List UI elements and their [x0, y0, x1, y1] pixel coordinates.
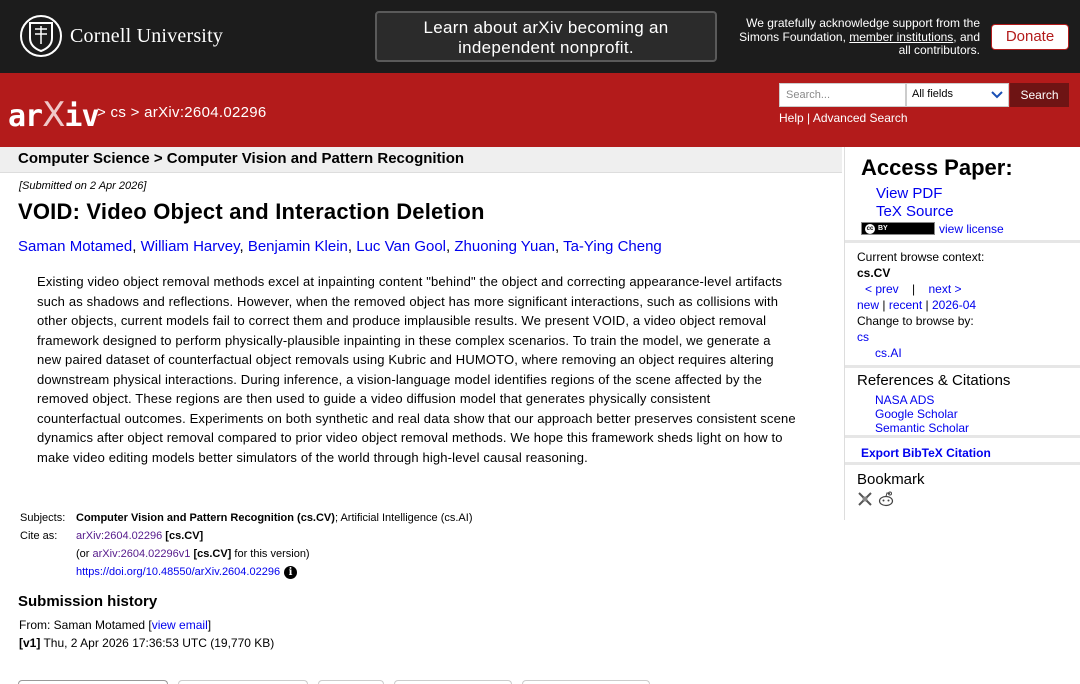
subjects-label: Subjects: — [20, 512, 66, 524]
export-bibtex-link[interactable]: Export BibTeX Citation — [861, 446, 991, 460]
arxiv-header — [0, 73, 1080, 147]
view-license-link[interactable]: view license — [939, 222, 1004, 236]
advanced-search-link[interactable]: Advanced Search — [812, 111, 908, 125]
header-breadcrumb — [97, 104, 267, 121]
cc-icon: cc — [866, 225, 874, 232]
donate-button[interactable]: Donate — [991, 24, 1069, 50]
version-id-link[interactable]: arXiv:2604.02296v1 — [92, 548, 191, 560]
acknowledgement — [727, 17, 980, 58]
references-title: References & Citations — [857, 372, 1011, 389]
right-sidebar — [844, 147, 1080, 520]
list-separator: | — [882, 298, 886, 312]
chevron-down-icon — [990, 88, 1004, 105]
author-link[interactable]: Luc Van Gool — [356, 238, 447, 255]
version-details: Thu, 2 Apr 2026 17:36:53 UTC (19,770 KB) — [40, 636, 275, 650]
crumb-separator: > — [130, 104, 140, 121]
bottom-tab[interactable] — [522, 680, 650, 684]
browse-cs-link[interactable]: cs — [857, 330, 869, 344]
cite-row — [20, 527, 473, 545]
search-button[interactable]: Search — [1010, 83, 1069, 107]
references-panel — [845, 368, 1080, 438]
help-separator: | — [807, 111, 811, 125]
nasa-ads-link[interactable]: NASA ADS — [875, 393, 935, 407]
list-separator: | — [925, 298, 929, 312]
bottom-tab[interactable] — [394, 680, 512, 684]
bottom-tab[interactable] — [318, 680, 384, 684]
arxiv-logo-iv: iv — [64, 99, 99, 134]
subjects-row — [20, 509, 473, 527]
doi-value — [76, 563, 297, 581]
browse-csai-link[interactable]: cs.AI — [875, 346, 902, 360]
paper-metadata — [20, 509, 473, 581]
ack-prefix: We gratefully acknowledge support from the Simons Foundation, — [739, 16, 980, 44]
bibtex-panel — [845, 441, 1080, 465]
nav-separator: | — [912, 282, 916, 296]
view-email-link[interactable]: view email — [151, 618, 208, 632]
from-close: ] — [207, 618, 212, 632]
cornell-name: Cornell University — [70, 24, 224, 47]
author-link[interactable]: Saman Motamed — [18, 238, 133, 255]
author-list: Saman Motamed, William Harvey, Benjamin Klein, Luc Van Gool, Zhuoning Yuan, Ta-Ying Cheng — [18, 238, 662, 255]
cite-label: Cite as: — [20, 530, 58, 542]
doi-link[interactable]: https://doi.org/10.48550/arXiv.2604.02296 — [76, 566, 281, 578]
help-links — [779, 111, 908, 125]
change-browse-label: Change to browse by: — [857, 314, 974, 328]
submission-history — [19, 616, 274, 652]
arxiv-logo-x: X — [42, 95, 65, 135]
recent-link[interactable]: recent — [888, 298, 923, 312]
browse-nav — [857, 281, 1080, 297]
arxiv-logo-ar: ar — [8, 99, 43, 134]
bottom-tab[interactable] — [178, 680, 308, 684]
version-suffix: for this version) — [234, 548, 310, 560]
cornell-logo[interactable] — [20, 15, 223, 57]
submitter-line — [19, 616, 274, 634]
version-prefix: (or — [76, 548, 90, 560]
crumb-paper-id: arXiv:2604.02296 — [144, 104, 267, 121]
browse-context-value: cs.CV — [857, 266, 891, 280]
tex-source-link[interactable]: TeX Source — [876, 203, 954, 220]
author-link[interactable]: Benjamin Klein — [247, 238, 348, 255]
other-subjects: ; Artificial Intelligence (cs.AI) — [334, 512, 473, 524]
help-link[interactable]: Help — [779, 111, 804, 125]
cite-value — [76, 527, 203, 545]
access-paper-title: Access Paper: — [861, 155, 1013, 180]
abstract: Existing video object removal methods excel at inpainting content "behind" the object and correcting appearance-level artifacts such as shadows and reflections. However, when the removed object has more significant interactions, such as collisions with other objects, current models fail to correct them and produce implausible results. We present VOID, a video object removal framework designed to perform physically-plausible inpainting in these complex scenarios. To train the model, we generate a new paired dataset of counterfactual object removals using Kubric and HUMOTO, where removing an object requires altering downstream physical interactions. During inference, a vision-language model identifies regions of the scene affected by the removed object. These regions are then used to guide a video diffusion model that generates physically consistent counterfactual outcomes. Experiments on both synthetic and real data show that our approach better preserves consistent scene dynamics after object removal compared to prior video object removal methods. We hope this framework sheds light on how to make video editing models better simulators of the world through high-level causal reasoning. — [37, 274, 796, 465]
bookmark-icons — [857, 491, 1080, 512]
submission-date: [Submitted on 2 Apr 2026] — [19, 180, 147, 192]
browse-context-panel — [845, 243, 1080, 368]
crumb-cs-link[interactable]: cs — [110, 104, 127, 121]
reddit-icon[interactable] — [877, 491, 895, 512]
version-line — [19, 634, 274, 652]
subjects-value — [76, 509, 473, 527]
bottom-tabs-peek — [18, 680, 650, 684]
semantic-scholar-link[interactable]: Semantic Scholar — [875, 421, 970, 435]
nonprofit-banner[interactable]: Learn about arXiv becoming an independent nonprofit. — [375, 11, 717, 62]
category-breadcrumb: Computer Science > Computer Vision and Pattern Recognition — [0, 147, 842, 173]
view-pdf-link[interactable]: View PDF — [876, 185, 943, 202]
author-link[interactable]: Ta-Ying Cheng — [563, 238, 662, 255]
search-input[interactable] — [779, 83, 906, 107]
version-row — [20, 545, 473, 563]
primary-subject: Computer Vision and Pattern Recognition (cs.CV) — [76, 512, 335, 524]
member-institutions-link[interactable]: member institutions — [849, 29, 954, 44]
crumb-separator: > — [97, 104, 107, 121]
search-field-select[interactable] — [906, 83, 1009, 107]
version-tag: [v1] — [19, 636, 41, 650]
version-category: [cs.CV] — [193, 548, 232, 560]
cite-id-link[interactable]: arXiv:2604.02296 — [76, 530, 163, 542]
top-bar — [0, 0, 1080, 73]
paper-title: VOID: Video Object and Interaction Deletion — [18, 199, 485, 224]
arxiv-logo[interactable] — [8, 95, 99, 135]
cc-by-label: BY — [878, 225, 888, 232]
search-field-value: All fields — [912, 88, 953, 100]
info-icon[interactable]: i — [284, 566, 297, 579]
from-label: From: Saman Motamed [ — [19, 618, 152, 632]
cornell-seal-icon — [20, 15, 62, 57]
browse-context-label: Current browse context: — [857, 250, 985, 264]
browse-list-links — [857, 297, 1080, 313]
next-link[interactable]: next > — [928, 282, 962, 296]
version-value — [76, 545, 310, 563]
access-paper-panel — [845, 147, 1080, 243]
bookmark-panel — [845, 467, 1080, 520]
prev-link[interactable]: < prev — [865, 282, 899, 296]
doi-row — [20, 563, 473, 581]
month-link[interactable]: 2026-04 — [932, 298, 977, 312]
cite-category: [cs.CV] — [165, 530, 204, 542]
submission-history-title: Submission history — [18, 593, 158, 610]
bottom-tab[interactable] — [18, 680, 168, 684]
bibsonomy-icon[interactable] — [857, 491, 873, 512]
google-scholar-link[interactable]: Google Scholar — [875, 407, 958, 421]
new-link[interactable]: new — [857, 298, 880, 312]
bookmark-title: Bookmark — [857, 471, 925, 488]
author-link[interactable]: William Harvey — [140, 238, 240, 255]
cc-license-badge[interactable] — [861, 222, 935, 235]
author-link[interactable]: Zhuoning Yuan — [454, 238, 556, 255]
ack-suffix: , and all contributors. — [898, 29, 980, 57]
